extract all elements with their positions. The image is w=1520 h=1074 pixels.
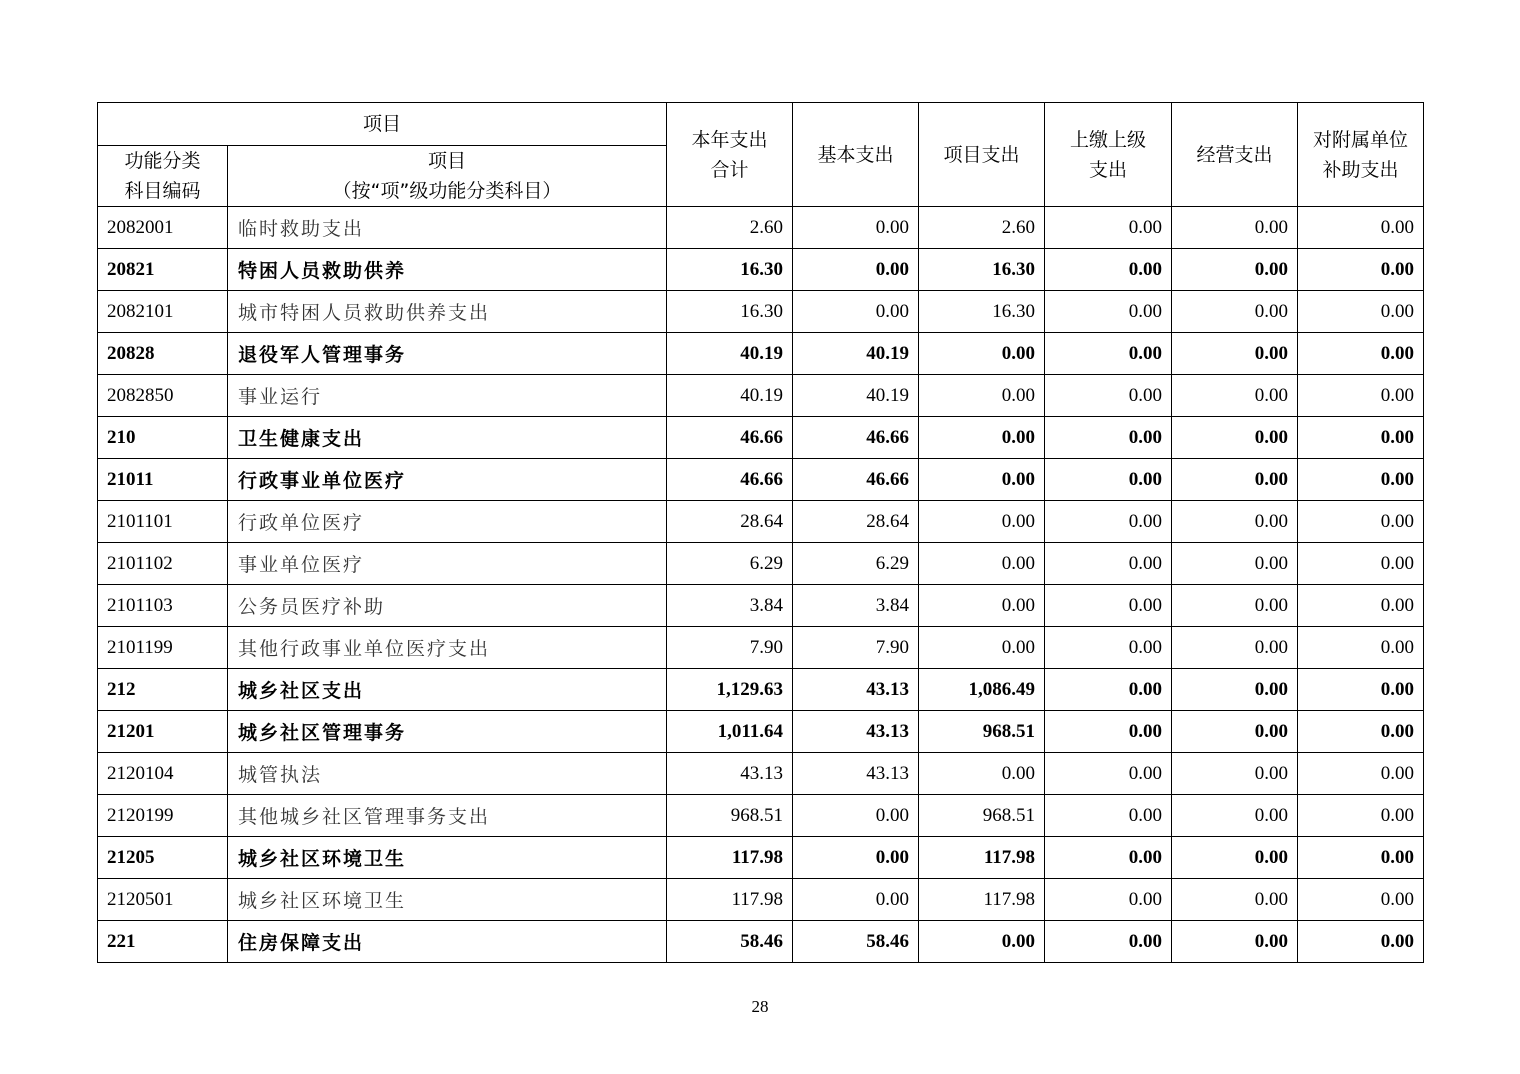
cell-upper: 0.00	[1045, 459, 1172, 501]
cell-operating: 0.00	[1172, 375, 1298, 417]
cell-name: 行政单位医疗	[228, 501, 667, 543]
cell-project: 0.00	[919, 333, 1045, 375]
cell-code: 2120501	[98, 879, 228, 921]
cell-subsidy: 0.00	[1298, 417, 1424, 459]
cell-basic: 43.13	[793, 669, 919, 711]
cell-subsidy: 0.00	[1298, 249, 1424, 291]
table-row	[98, 837, 1424, 879]
cell-subsidy: 0.00	[1298, 711, 1424, 753]
cell-total: 3.84	[667, 585, 793, 627]
table-row	[98, 501, 1424, 543]
cell-name: 城乡社区管理事务	[228, 711, 667, 753]
cell-operating: 0.00	[1172, 543, 1298, 585]
cell-code: 2082001	[98, 207, 228, 249]
cell-total: 968.51	[667, 795, 793, 837]
cell-subsidy: 0.00	[1298, 627, 1424, 669]
cell-upper: 0.00	[1045, 669, 1172, 711]
cell-project: 2.60	[919, 207, 1045, 249]
cell-operating: 0.00	[1172, 753, 1298, 795]
table-row	[98, 333, 1424, 375]
cell-basic: 0.00	[793, 879, 919, 921]
table-row	[98, 207, 1424, 249]
cell-total: 7.90	[667, 627, 793, 669]
cell-basic: 6.29	[793, 543, 919, 585]
cell-code: 21205	[98, 837, 228, 879]
cell-operating: 0.00	[1172, 291, 1298, 333]
table-row	[98, 711, 1424, 753]
cell-project: 0.00	[919, 375, 1045, 417]
header-upper-payment: 上缴上级 支出	[1045, 103, 1172, 207]
header-code: 功能分类 科目编码	[98, 146, 228, 207]
cell-subsidy: 0.00	[1298, 753, 1424, 795]
cell-name: 事业单位医疗	[228, 543, 667, 585]
cell-total: 58.46	[667, 921, 793, 963]
cell-subsidy: 0.00	[1298, 501, 1424, 543]
cell-basic: 0.00	[793, 837, 919, 879]
cell-subsidy: 0.00	[1298, 543, 1424, 585]
cell-total: 2.60	[667, 207, 793, 249]
cell-project: 0.00	[919, 501, 1045, 543]
cell-name: 城乡社区环境卫生	[228, 879, 667, 921]
cell-basic: 0.00	[793, 291, 919, 333]
cell-code: 2101199	[98, 627, 228, 669]
cell-total: 1,129.63	[667, 669, 793, 711]
cell-operating: 0.00	[1172, 921, 1298, 963]
table-row	[98, 627, 1424, 669]
cell-code: 2120104	[98, 753, 228, 795]
header-total: 本年支出 合计	[667, 103, 793, 207]
table-row	[98, 585, 1424, 627]
header-project-expenditure: 项目支出	[919, 103, 1045, 207]
cell-project: 0.00	[919, 417, 1045, 459]
cell-upper: 0.00	[1045, 795, 1172, 837]
cell-project: 117.98	[919, 837, 1045, 879]
cell-name: 其他城乡社区管理事务支出	[228, 795, 667, 837]
cell-basic: 46.66	[793, 459, 919, 501]
cell-operating: 0.00	[1172, 459, 1298, 501]
cell-total: 28.64	[667, 501, 793, 543]
cell-upper: 0.00	[1045, 753, 1172, 795]
cell-upper: 0.00	[1045, 501, 1172, 543]
cell-basic: 0.00	[793, 795, 919, 837]
cell-basic: 58.46	[793, 921, 919, 963]
cell-total: 16.30	[667, 249, 793, 291]
cell-operating: 0.00	[1172, 879, 1298, 921]
cell-name: 城乡社区环境卫生	[228, 837, 667, 879]
cell-upper: 0.00	[1045, 711, 1172, 753]
cell-name: 公务员医疗补助	[228, 585, 667, 627]
cell-upper: 0.00	[1045, 249, 1172, 291]
cell-upper: 0.00	[1045, 417, 1172, 459]
cell-total: 46.66	[667, 459, 793, 501]
cell-operating: 0.00	[1172, 501, 1298, 543]
cell-subsidy: 0.00	[1298, 585, 1424, 627]
cell-operating: 0.00	[1172, 417, 1298, 459]
cell-operating: 0.00	[1172, 795, 1298, 837]
cell-upper: 0.00	[1045, 921, 1172, 963]
cell-name: 事业运行	[228, 375, 667, 417]
cell-project: 1,086.49	[919, 669, 1045, 711]
cell-upper: 0.00	[1045, 627, 1172, 669]
header-subsidy: 对附属单位 补助支出	[1298, 103, 1424, 207]
cell-code: 21011	[98, 459, 228, 501]
cell-name: 城管执法	[228, 753, 667, 795]
cell-subsidy: 0.00	[1298, 459, 1424, 501]
table-row	[98, 753, 1424, 795]
cell-operating: 0.00	[1172, 837, 1298, 879]
cell-project: 0.00	[919, 585, 1045, 627]
cell-total: 40.19	[667, 333, 793, 375]
header-item: 项目 （按“项”级功能分类科目）	[228, 146, 667, 207]
cell-subsidy: 0.00	[1298, 291, 1424, 333]
header-operating: 经营支出	[1172, 103, 1298, 207]
cell-upper: 0.00	[1045, 837, 1172, 879]
cell-code: 2120199	[98, 795, 228, 837]
cell-basic: 46.66	[793, 417, 919, 459]
cell-name: 临时救助支出	[228, 207, 667, 249]
cell-total: 6.29	[667, 543, 793, 585]
cell-basic: 40.19	[793, 375, 919, 417]
cell-total: 117.98	[667, 837, 793, 879]
cell-code: 2082101	[98, 291, 228, 333]
cell-total: 117.98	[667, 879, 793, 921]
table-row	[98, 795, 1424, 837]
cell-code: 221	[98, 921, 228, 963]
page-number: 28	[751, 997, 769, 1016]
cell-code: 2101102	[98, 543, 228, 585]
cell-name: 其他行政事业单位医疗支出	[228, 627, 667, 669]
header-basic: 基本支出	[793, 103, 919, 207]
table-row	[98, 417, 1424, 459]
cell-project: 117.98	[919, 879, 1045, 921]
cell-project: 0.00	[919, 459, 1045, 501]
cell-name: 行政事业单位医疗	[228, 459, 667, 501]
cell-operating: 0.00	[1172, 669, 1298, 711]
cell-subsidy: 0.00	[1298, 207, 1424, 249]
cell-basic: 0.00	[793, 249, 919, 291]
table-row	[98, 291, 1424, 333]
cell-operating: 0.00	[1172, 585, 1298, 627]
cell-upper: 0.00	[1045, 291, 1172, 333]
cell-basic: 0.00	[793, 207, 919, 249]
cell-project: 16.30	[919, 291, 1045, 333]
cell-code: 2101103	[98, 585, 228, 627]
cell-upper: 0.00	[1045, 879, 1172, 921]
cell-upper: 0.00	[1045, 333, 1172, 375]
cell-subsidy: 0.00	[1298, 921, 1424, 963]
table-row	[98, 669, 1424, 711]
cell-operating: 0.00	[1172, 627, 1298, 669]
cell-total: 46.66	[667, 417, 793, 459]
cell-operating: 0.00	[1172, 711, 1298, 753]
table-row	[98, 459, 1424, 501]
cell-operating: 0.00	[1172, 333, 1298, 375]
table-row	[98, 879, 1424, 921]
cell-name: 住房保障支出	[228, 921, 667, 963]
cell-operating: 0.00	[1172, 207, 1298, 249]
cell-code: 210	[98, 417, 228, 459]
cell-basic: 7.90	[793, 627, 919, 669]
cell-total: 43.13	[667, 753, 793, 795]
cell-name: 城市特困人员救助供养支出	[228, 291, 667, 333]
cell-basic: 28.64	[793, 501, 919, 543]
cell-upper: 0.00	[1045, 207, 1172, 249]
cell-subsidy: 0.00	[1298, 669, 1424, 711]
cell-basic: 40.19	[793, 333, 919, 375]
table-row	[98, 921, 1424, 963]
cell-name: 城乡社区支出	[228, 669, 667, 711]
table-row	[98, 249, 1424, 291]
cell-code: 20828	[98, 333, 228, 375]
cell-project: 0.00	[919, 543, 1045, 585]
cell-total: 1,011.64	[667, 711, 793, 753]
cell-upper: 0.00	[1045, 375, 1172, 417]
cell-basic: 43.13	[793, 753, 919, 795]
table-body	[98, 207, 1424, 963]
cell-upper: 0.00	[1045, 585, 1172, 627]
cell-name: 卫生健康支出	[228, 417, 667, 459]
cell-code: 212	[98, 669, 228, 711]
cell-code: 21201	[98, 711, 228, 753]
cell-subsidy: 0.00	[1298, 795, 1424, 837]
cell-upper: 0.00	[1045, 543, 1172, 585]
cell-total: 40.19	[667, 375, 793, 417]
cell-subsidy: 0.00	[1298, 837, 1424, 879]
cell-name: 退役军人管理事务	[228, 333, 667, 375]
cell-subsidy: 0.00	[1298, 375, 1424, 417]
table-row	[98, 543, 1424, 585]
cell-code: 2101101	[98, 501, 228, 543]
cell-project: 0.00	[919, 627, 1045, 669]
cell-project: 968.51	[919, 711, 1045, 753]
cell-basic: 43.13	[793, 711, 919, 753]
cell-code: 2082850	[98, 375, 228, 417]
table-row	[98, 375, 1424, 417]
cell-subsidy: 0.00	[1298, 333, 1424, 375]
cell-subsidy: 0.00	[1298, 879, 1424, 921]
cell-project: 16.30	[919, 249, 1045, 291]
cell-basic: 3.84	[793, 585, 919, 627]
cell-project: 968.51	[919, 795, 1045, 837]
cell-name: 特困人员救助供养	[228, 249, 667, 291]
cell-total: 16.30	[667, 291, 793, 333]
cell-operating: 0.00	[1172, 249, 1298, 291]
cell-project: 0.00	[919, 921, 1045, 963]
cell-code: 20821	[98, 249, 228, 291]
budget-expenditure-table	[97, 102, 1424, 963]
header-project: 项目	[98, 103, 667, 146]
cell-project: 0.00	[919, 753, 1045, 795]
